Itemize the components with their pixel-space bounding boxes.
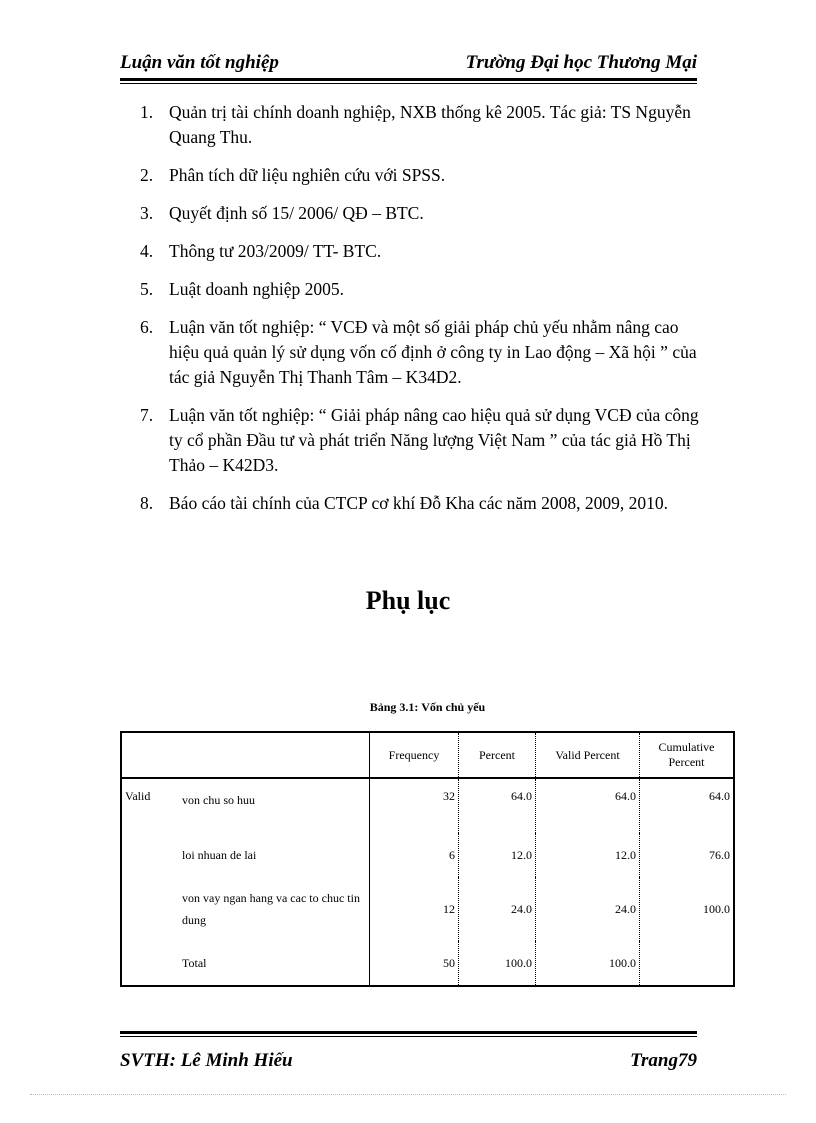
header-rule-thick	[120, 78, 697, 81]
reference-item: 5. Luật doanh nghiệp 2005.	[140, 279, 344, 299]
table-row	[121, 877, 734, 941]
table-row	[121, 778, 734, 833]
cell-cumulative-percent: 76.0	[709, 847, 730, 862]
footer-rule-thin	[120, 1036, 697, 1037]
page-footer	[120, 1050, 697, 1078]
group-label: Valid	[125, 789, 151, 803]
cell-cumulative-percent	[640, 941, 735, 986]
header-rule-thin	[120, 83, 697, 84]
cell-valid-percent: 100.0	[536, 941, 640, 986]
cell-percent: 64.0	[459, 778, 536, 833]
reference-item: 8. Báo cáo tài chính của CTCP cơ khí Đỗ Kha các năm 2008, 2009, 2010.	[140, 493, 668, 513]
row-label: von vay ngan hang va cac to chuc tin dung	[179, 877, 370, 941]
cell-percent: 12.0	[459, 833, 536, 877]
row-label: loi nhuan de lai	[179, 833, 370, 877]
cell-frequency: 50	[370, 941, 459, 986]
column-header-valid-percent: Valid Percent	[536, 732, 640, 778]
table-row	[121, 941, 734, 986]
page-edge-divider	[30, 1094, 786, 1095]
footer-student: SVTH: Lê Minh Hiếu	[120, 1050, 293, 1071]
header-university: Trường Đại học Thương Mại	[465, 52, 697, 73]
footer-rule-thick	[120, 1031, 697, 1034]
column-header-frequency: Frequency	[370, 732, 459, 778]
cell-percent: 100.0	[459, 941, 536, 986]
table-caption: Bảng 3.1: Vốn chủ yếu	[369, 700, 486, 714]
frequency-table	[120, 731, 735, 987]
row-label: Total	[179, 941, 370, 986]
reference-item: 4. Thông tư 203/2009/ TT- BTC.	[140, 241, 382, 261]
cell-frequency: 32	[370, 778, 459, 833]
header-empty-cell	[121, 732, 179, 778]
cell-cumulative-percent: 64.0	[709, 789, 730, 803]
reference-item: 3. Quyết định số 15/ 2006/ QĐ – BTC.	[140, 203, 424, 223]
footer-page-number: Trang79	[630, 1050, 697, 1071]
reference-item: 2. Phân tích dữ liệu nghiên cứu với SPSS.	[140, 165, 446, 185]
row-label: von chu so huu	[179, 778, 370, 833]
header-empty-cell	[179, 732, 370, 778]
table-row	[121, 833, 734, 877]
header-thesis-label: Luận văn tốt nghiệp	[120, 52, 279, 73]
cell-percent: 24.0	[459, 877, 536, 941]
table-header-row	[121, 732, 734, 778]
column-header-percent: Percent	[459, 732, 536, 778]
column-header-cumulative-percent: Cumulative Percent	[640, 732, 735, 778]
cell-valid-percent: 24.0	[536, 877, 640, 941]
reference-item: 7. Luận văn tốt nghiệp: “ Giải pháp nâng cao hiệu quả sử dụng VCĐ của công ty cổ phần Đầu tư và phát triển Năng lượng Việt Nam ” của tác giả Hồ Thị Thảo – K42D3.	[140, 405, 699, 475]
cell-valid-percent: 64.0	[536, 778, 640, 833]
reference-item: 1. Quản trị tài chính doanh nghiệp, NXB thống kê 2005. Tác giả: TS Nguyễn Quang Thu.	[140, 102, 691, 147]
cell-frequency: 6	[370, 833, 459, 877]
appendix-title: Phụ lục	[365, 586, 451, 615]
cell-cumulative-percent: 100.0	[703, 901, 730, 916]
reference-list	[140, 100, 700, 529]
cell-frequency: 12	[370, 877, 459, 941]
page-header	[120, 50, 697, 78]
cell-valid-percent: 12.0	[536, 833, 640, 877]
reference-item: 6. Luận văn tốt nghiệp: “ VCĐ và một số giải pháp chủ yếu nhằm nâng cao hiệu quả quản lý sử dụng vốn cố định ở công ty in Lao động – Xã hội ” của tác giả Nguyễn Thị Thanh Tâm – K34D2.	[140, 317, 697, 387]
